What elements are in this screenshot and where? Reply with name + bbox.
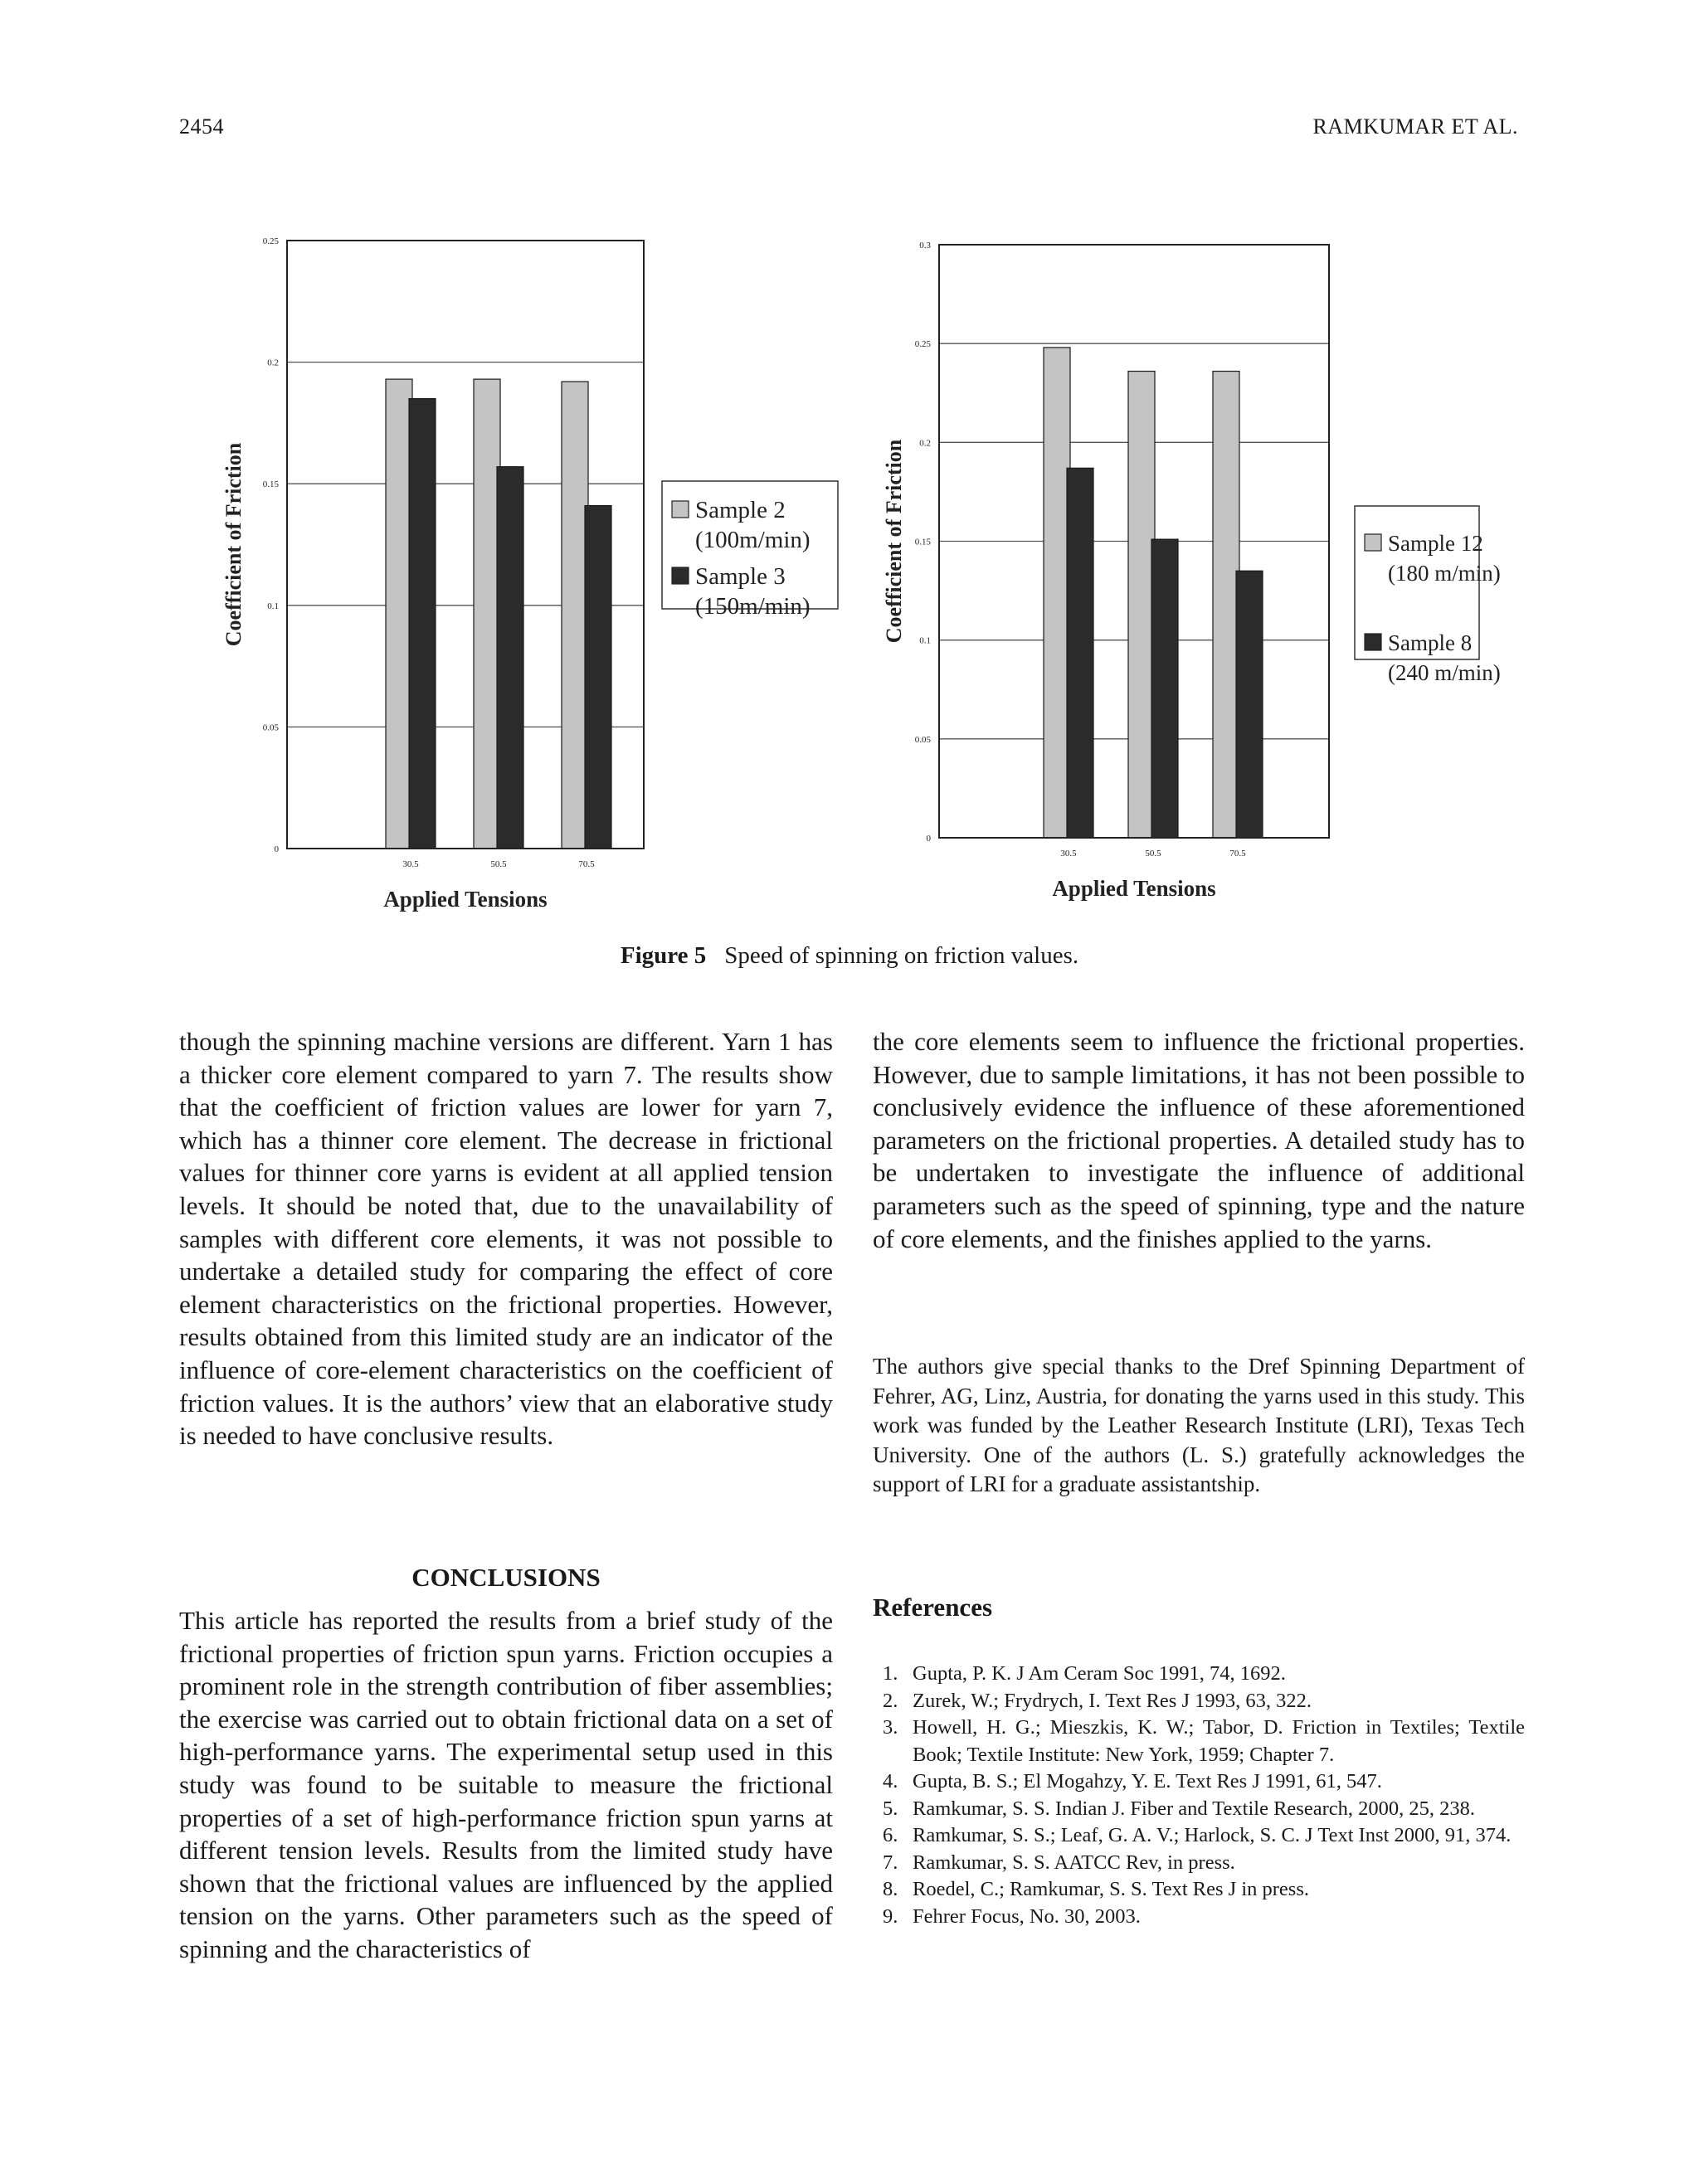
reference-item [873, 1661, 1525, 1688]
y-tick-label: 0 [926, 834, 931, 844]
y-tick-label: 0.25 [914, 339, 931, 350]
y-tick-label: 0.3 [919, 241, 931, 251]
reference-item [873, 1850, 1525, 1877]
reference-list [873, 1661, 1525, 1930]
body-right-paragraph-1: the core elements seem to influence the frictional properties. However, due to sample limitations, it has not been possible to conclusively evidence the influence of these aforementioned parameters on the frictional properties. A detailed study has to be undertaken to investigate the influence of additional parameters such as the speed of spinning, type and the nature of core elements, and the finishes applied to the yarns. [873, 1027, 1525, 1253]
reference-number: 5. [883, 1797, 898, 1820]
reference-number: 7. [883, 1851, 898, 1874]
reference-text: Gupta, P. K. J Am Ceram Soc 1991, 74, 1692. [913, 1662, 1286, 1685]
reference-text: Ramkumar, S. S. Indian J. Fiber and Textile Research, 2000, 25, 238. [913, 1797, 1475, 1820]
reference-item [873, 1768, 1525, 1796]
reference-text: Fehrer Focus, No. 30, 2003. [913, 1904, 1141, 1928]
running-head-authors: RAMKUMAR ET AL. [1312, 114, 1518, 139]
reference-item [873, 1822, 1525, 1850]
bar-sample-3 [497, 467, 523, 849]
x-axis-label: Applied Tensions [1052, 876, 1216, 901]
reference-number: 3. [883, 1716, 898, 1739]
bar-sample-12 [1044, 348, 1070, 838]
y-tick-label: 0.15 [262, 479, 279, 490]
bar-sample-3 [585, 506, 611, 849]
chart-right-speed-friction [871, 232, 1501, 929]
x-axis-label: Applied Tensions [383, 887, 548, 912]
legend-swatch [1365, 534, 1381, 551]
bar-sample-12 [1213, 372, 1239, 838]
reference-number: 6. [883, 1824, 898, 1846]
bar-sample-2 [474, 379, 500, 849]
bar-sample-8 [1151, 539, 1178, 838]
bar-sample-8 [1067, 468, 1093, 838]
body-left-paragraph-1: though the spinning machine versions are different. Yarn 1 has a thicker core element compared to yarn 7. The results show that the coefficient of friction values are lower for yarn 7, which has a thinner core element. The decrease in frictional values for thinner core yarns is evident at all applied tension levels. It should be noted that, due to the unavailability of samples with different core elements, it was not possible to undertake a detailed study for comparing the effect of core element characteristics on the frictional properties. However, results obtained from this limited study are an indicator of the influence of core-element characteristics on the coefficient of friction values. It is the authors’ view that an elaborative study is needed to have conclusive results. [179, 1027, 833, 1451]
reference-text: Ramkumar, S. S. AATCC Rev, in press. [913, 1851, 1235, 1874]
bar-sample-12 [1128, 372, 1155, 838]
y-axis-label: Coefficient of Friction [882, 439, 906, 644]
x-tick-label: 50.5 [490, 859, 507, 869]
legend-swatch [1365, 634, 1381, 650]
x-tick-label: 70.5 [1229, 849, 1246, 859]
reference-item [873, 1876, 1525, 1904]
legend-label: Sample 3 [695, 563, 786, 590]
x-tick-label: 50.5 [1145, 849, 1161, 859]
bar-sample-3 [409, 399, 436, 849]
reference-text: Ramkumar, S. S.; Leaf, G. A. V.; Harlock, S. C. J Text Inst 2000, 91, 374. [913, 1824, 1512, 1846]
bar-sample-8 [1236, 571, 1263, 838]
figure-caption [0, 942, 1699, 970]
legend-speed: (150m/min) [695, 593, 811, 620]
y-tick-label: 0.05 [262, 722, 279, 733]
y-tick-label: 0.1 [267, 601, 279, 611]
reference-item [873, 1904, 1525, 1931]
reference-text: Howell, H. G.; Mieszkis, K. W.; Tabor, D. Friction in Textiles; Textile Book; Textile Institute: New York, 1959; Chapter 7. [913, 1716, 1525, 1766]
bar-sample-2 [562, 382, 588, 849]
y-tick-label: 0.1 [919, 635, 931, 646]
reference-number: 4. [883, 1770, 898, 1792]
legend-label: Sample 2 [695, 497, 786, 523]
reference-item [873, 1796, 1525, 1823]
x-tick-label: 70.5 [578, 859, 595, 869]
y-tick-label: 0 [274, 844, 279, 854]
y-tick-label: 0.15 [914, 537, 931, 547]
reference-item [873, 1688, 1525, 1715]
figure-label: Figure 5 [620, 942, 707, 969]
y-tick-label: 0.2 [267, 358, 279, 368]
y-tick-label: 0.2 [919, 438, 931, 449]
reference-item [873, 1715, 1525, 1768]
reference-text: Roedel, C.; Ramkumar, S. S. Text Res J in press. [913, 1878, 1309, 1900]
y-axis-label: Coefficient of Friction [222, 442, 246, 647]
reference-number: 1. [883, 1662, 898, 1685]
acknowledgment-paragraph: The authors give special thanks to the Dref Spinning Department of Fehrer, AG, Linz, Austria, for donating the yarns used in this study. This work was funded by the Leather Research Institute (LRI), Texas Tech University. One of the authors (L. S.) gratefully acknowledges the support of LRI for a graduate assistantship. [873, 1354, 1525, 1496]
reference-text: Zurek, W.; Frydrych, I. Text Res J 1993, 63, 322. [913, 1689, 1312, 1712]
section-heading-conclusions: CONCLUSIONS [411, 1563, 601, 1592]
reference-number: 8. [883, 1878, 898, 1900]
figure-caption-text: Speed of spinning on friction values. [724, 942, 1079, 969]
reference-number: 9. [883, 1904, 898, 1928]
y-tick-label: 0.05 [914, 734, 931, 745]
reference-number: 2. [883, 1689, 898, 1712]
page-number: 2454 [179, 114, 224, 139]
legend-label: Sample 8 [1388, 630, 1473, 655]
x-tick-label: 30.5 [402, 859, 419, 869]
legend-speed: (180 m/min) [1388, 561, 1501, 586]
references-heading: References [873, 1593, 993, 1622]
x-tick-label: 30.5 [1060, 849, 1077, 859]
legend-speed: (100m/min) [695, 527, 811, 553]
reference-text: Gupta, B. S.; El Mogahzy, Y. E. Text Res J 1991, 61, 547. [913, 1770, 1382, 1792]
bar-sample-2 [386, 379, 412, 849]
legend-speed: (240 m/min) [1388, 660, 1501, 685]
body-conclusions-paragraph: This article has reported the results from a brief study of the frictional properties of friction spun yarns. Friction occupies a prominent role in the strength contribution of fiber assemblies; the exercise was carried out to obtain frictional data on a set of high-performance yarns. The experimental setup used in this study was found to be suitable to measure the frictional properties of a set of high-performance friction spun yarns at different tension levels. Results from the limited study have shown that the frictional values are influenced by the applied tension on the yarns. Other parameters such as the speed of spinning and the characteristics of [179, 1606, 833, 1963]
y-tick-label: 0.25 [262, 236, 279, 246]
chart-left-speed-friction [207, 232, 854, 929]
legend-swatch [672, 567, 689, 584]
legend-label: Sample 12 [1388, 531, 1483, 556]
legend-swatch [672, 501, 689, 518]
